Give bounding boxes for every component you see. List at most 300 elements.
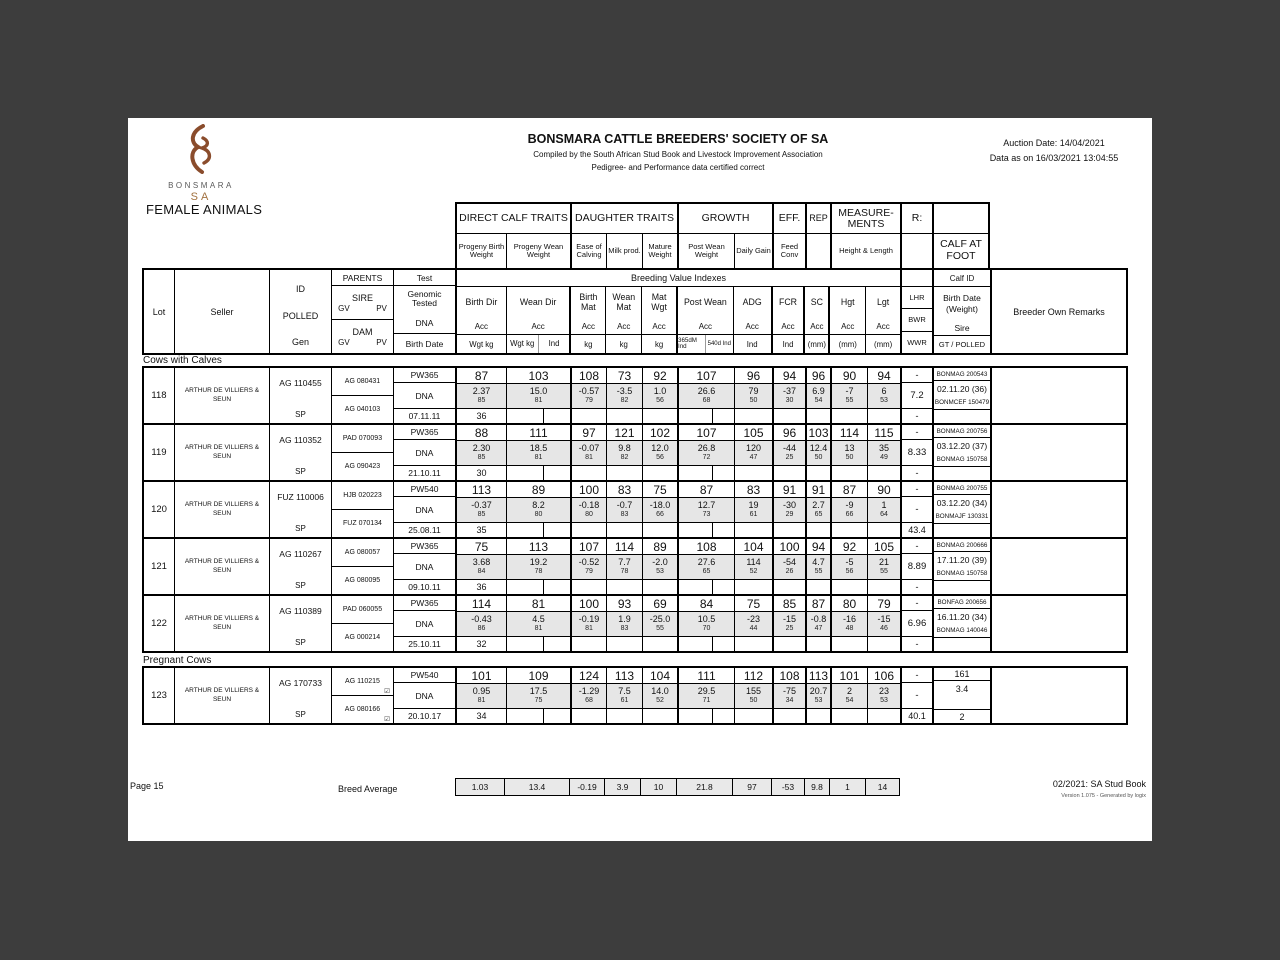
breed-average-value: -53 bbox=[772, 778, 805, 796]
bottom-cell bbox=[868, 409, 900, 423]
test-cell bbox=[394, 668, 457, 723]
page-subtitle-1: Compiled by the South African Stud Book and Livestock Improvement Association bbox=[533, 150, 823, 159]
header-acc: Acc bbox=[830, 318, 865, 335]
breeding-value: 23 bbox=[868, 684, 900, 697]
bottom-cell bbox=[507, 637, 570, 651]
index-value: 87 bbox=[457, 368, 506, 384]
bottom-cell bbox=[643, 637, 677, 651]
bottom-value: 36 bbox=[476, 411, 487, 421]
index-value: 106 bbox=[868, 668, 900, 684]
bv-col-hgt bbox=[832, 425, 868, 480]
breeding-value: 0.95 bbox=[457, 684, 506, 697]
header-lot: Lot bbox=[144, 270, 175, 353]
header-post-wean bbox=[678, 287, 734, 353]
bottom-sub-right bbox=[713, 637, 734, 651]
accuracy-value: 50 bbox=[807, 454, 830, 466]
calf-birth-date-weight: 16.11.20 (34) bbox=[937, 611, 987, 622]
index-value: 90 bbox=[868, 482, 900, 498]
accuracy-value: 71 bbox=[679, 697, 734, 709]
calf-sire: BONMAJF 130331 bbox=[935, 513, 989, 520]
index-value: 96 bbox=[807, 368, 830, 384]
accuracy-value: 53 bbox=[643, 568, 677, 580]
accuracy-value: 84 bbox=[457, 568, 506, 580]
bottom-value bbox=[643, 409, 677, 423]
calf-id: BONFAG 200656 bbox=[934, 596, 990, 609]
header-bvi-label: Breeding Value Indexes bbox=[457, 270, 900, 287]
animal-id: AG 110455 bbox=[279, 378, 322, 388]
bottom-cell bbox=[607, 523, 642, 537]
accuracy-value: 80 bbox=[507, 511, 570, 523]
breeding-value: 1 bbox=[868, 498, 900, 511]
bottom-value bbox=[774, 709, 805, 723]
parents-cell bbox=[332, 596, 394, 651]
animal-row-lot-123 bbox=[144, 668, 1126, 723]
bottom-value: 30 bbox=[476, 468, 487, 478]
accuracy-value: 49 bbox=[868, 454, 900, 466]
breeding-value: 26.8 bbox=[679, 441, 734, 454]
index-value: 85 bbox=[774, 596, 805, 612]
wwr-value: 40.1 bbox=[902, 708, 932, 723]
seller-name: ARTHUR DE VILLIERS & SEUN bbox=[175, 368, 270, 423]
header-polled-label: POLLED bbox=[282, 310, 319, 321]
calf-id: 161 bbox=[934, 668, 990, 681]
breeding-value: -3.5 bbox=[607, 384, 642, 397]
accuracy-value: 85 bbox=[457, 511, 506, 523]
bv-col-wean-mat bbox=[607, 368, 643, 423]
calf-bottom-value bbox=[934, 466, 990, 480]
accuracy-value: 55 bbox=[832, 397, 867, 409]
bottom-cell bbox=[735, 637, 772, 651]
test-type: PW540 bbox=[394, 482, 455, 497]
breeder-remarks bbox=[992, 539, 1126, 594]
bv-col-wean-dir bbox=[507, 482, 572, 537]
lhr-value: - bbox=[902, 482, 932, 497]
bv-col-fcr bbox=[774, 425, 807, 480]
breeding-value: 4.5 bbox=[507, 612, 570, 625]
index-value: 90 bbox=[832, 368, 867, 384]
header-calf-at-foot bbox=[934, 270, 992, 353]
index-value: 92 bbox=[832, 539, 867, 555]
header-hgt-label: Hgt bbox=[840, 296, 855, 307]
header-sire-gv: GV bbox=[338, 303, 350, 313]
bottom-cell bbox=[774, 637, 805, 651]
index-value: 124 bbox=[572, 668, 606, 684]
accuracy-value: 53 bbox=[868, 697, 900, 709]
header-unit-mm: (mm) bbox=[838, 339, 857, 349]
bv-col-fcr bbox=[774, 482, 807, 537]
sire-id: PAD 070093 bbox=[332, 425, 393, 453]
header-test-label: Test bbox=[394, 270, 455, 286]
bv-col-sc bbox=[807, 596, 832, 651]
accuracy-value: 30 bbox=[774, 397, 805, 409]
bottom-value bbox=[572, 580, 606, 594]
wwr-value: - bbox=[902, 579, 932, 594]
header-r-column bbox=[902, 270, 934, 353]
header-dam bbox=[332, 320, 393, 353]
breeding-value: -37 bbox=[774, 384, 805, 397]
bottom-value bbox=[832, 637, 867, 651]
bottom-cell bbox=[832, 409, 867, 423]
calf-bottom-value bbox=[934, 637, 990, 651]
header-r-blank bbox=[902, 270, 932, 287]
lot-number: 120 bbox=[144, 482, 175, 537]
dna-label: DNA bbox=[415, 618, 434, 629]
bottom-cell bbox=[679, 409, 734, 423]
header-sire-label: SIRE bbox=[351, 292, 373, 303]
bottom-sub-right bbox=[713, 580, 734, 594]
bwr-value: 8.89 bbox=[907, 561, 927, 572]
breed-average-value: 14 bbox=[866, 778, 900, 796]
bv-col-wean-mat bbox=[607, 668, 643, 723]
group-blank bbox=[934, 204, 988, 234]
accuracy-value: 81 bbox=[572, 625, 606, 637]
breeding-value: 15.0 bbox=[507, 384, 570, 397]
header-parents-label: PARENTS bbox=[332, 270, 393, 286]
test-cell bbox=[394, 482, 457, 537]
bottom-value bbox=[774, 466, 805, 480]
breeding-value: -0.7 bbox=[607, 498, 642, 511]
bv-col-birth-mat bbox=[572, 368, 607, 423]
accuracy-value: 56 bbox=[643, 454, 677, 466]
accuracy-value: 55 bbox=[807, 568, 830, 580]
header-acc: Acc bbox=[606, 318, 641, 335]
breeding-value: 27.6 bbox=[679, 555, 734, 568]
lhr-value: - bbox=[902, 668, 932, 683]
breeding-value: -16 bbox=[832, 612, 867, 625]
bv-col-adg bbox=[735, 539, 774, 594]
calf-bottom-value bbox=[934, 523, 990, 537]
index-value: 87 bbox=[679, 482, 734, 498]
bwr-value: 8.33 bbox=[907, 447, 927, 458]
header-unit-365: 365dM Ind bbox=[678, 335, 706, 353]
animal-birth-date: 25.10.11 bbox=[394, 636, 455, 651]
bottom-value bbox=[643, 466, 677, 480]
breeding-value: 2.7 bbox=[807, 498, 830, 511]
calf-sire: BONMAG 140046 bbox=[936, 627, 988, 634]
accuracy-value: 52 bbox=[643, 697, 677, 709]
breed-average-value: 10 bbox=[641, 778, 677, 796]
breed-average-value: 21.8 bbox=[677, 778, 733, 796]
bv-col-mat-wgt bbox=[643, 539, 679, 594]
index-value: 103 bbox=[808, 425, 829, 440]
lhr-value: - bbox=[902, 368, 932, 383]
index-value: 101 bbox=[832, 668, 867, 684]
header-birth-mat-label: Birth Mat bbox=[579, 291, 598, 312]
bottom-cell bbox=[807, 709, 830, 723]
accuracy-value: 65 bbox=[679, 568, 734, 580]
bv-col-birth-dir bbox=[457, 596, 507, 651]
auction-info bbox=[956, 138, 1152, 168]
animal-row-lot-119 bbox=[144, 425, 1126, 482]
bottom-sub-left bbox=[679, 466, 713, 480]
header-calf-id: Calf ID bbox=[934, 270, 990, 287]
r-cell bbox=[902, 539, 934, 594]
bottom-value bbox=[607, 580, 642, 594]
index-value: 96 bbox=[735, 368, 772, 384]
index-value: 107 bbox=[679, 368, 734, 384]
bottom-value: 34 bbox=[476, 711, 487, 721]
breeding-value: 8.2 bbox=[507, 498, 570, 511]
breeder-remarks bbox=[992, 596, 1126, 651]
accuracy-value: 75 bbox=[507, 697, 570, 709]
bottom-sub-left bbox=[507, 580, 544, 594]
footer-right bbox=[946, 779, 1146, 799]
r-cell bbox=[902, 368, 934, 423]
breeding-value: 6 bbox=[868, 384, 900, 397]
group-measurements: MEASURE-MENTS bbox=[832, 204, 902, 234]
bottom-cell bbox=[572, 409, 606, 423]
header-mat-wgt-label: Mat Wgt bbox=[651, 291, 667, 312]
section-rows bbox=[142, 666, 1128, 725]
bwr-value: 6.96 bbox=[907, 618, 927, 629]
group-title-row bbox=[457, 204, 988, 234]
animal-birth-date: 21.10.11 bbox=[394, 465, 455, 480]
header-wwr: WWR bbox=[907, 337, 927, 347]
bottom-cell bbox=[607, 709, 642, 723]
accuracy-value: 80 bbox=[572, 511, 606, 523]
bottom-cell bbox=[607, 637, 642, 651]
breeding-value: -9 bbox=[832, 498, 867, 511]
breeding-value: 2.37 bbox=[457, 384, 506, 397]
breeding-value: 29.5 bbox=[679, 684, 734, 697]
bottom-value bbox=[735, 523, 772, 537]
calf-bottom-value bbox=[934, 409, 990, 423]
bv-col-adg bbox=[735, 668, 774, 723]
sire-genomic-check-icon: ☑ bbox=[384, 688, 390, 695]
bottom-value bbox=[807, 466, 830, 480]
section-label: Cows with Calves bbox=[143, 355, 222, 366]
index-value: 89 bbox=[507, 482, 570, 498]
r-cell bbox=[902, 482, 934, 537]
calf-id: BONMAG 200756 bbox=[934, 425, 990, 438]
breed-average-value: 1 bbox=[830, 778, 866, 796]
header-unit-kg: kg bbox=[584, 339, 593, 349]
index-value: 113 bbox=[507, 539, 570, 555]
bv-col-wean-mat bbox=[607, 539, 643, 594]
bv-col-mat-wgt bbox=[643, 668, 679, 723]
header-bv-columns bbox=[457, 287, 900, 353]
bottom-sub-right bbox=[713, 523, 734, 537]
index-value: 79 bbox=[868, 596, 900, 612]
breed-average-label: Breed Average bbox=[338, 784, 398, 794]
animal-id: AG 170733 bbox=[278, 678, 322, 688]
accuracy-value: 73 bbox=[679, 511, 734, 523]
brand-name: BONSMARA bbox=[168, 181, 234, 190]
sire-id: PAD 060055 bbox=[332, 596, 393, 624]
header-sc bbox=[805, 287, 830, 353]
breeding-value: -30 bbox=[774, 498, 805, 511]
bottom-cell bbox=[607, 466, 642, 480]
parents-cell bbox=[332, 425, 394, 480]
bottom-cell bbox=[572, 709, 606, 723]
bottom-value bbox=[807, 709, 830, 723]
accuracy-value: 70 bbox=[679, 625, 734, 637]
dam-id: AG 080166 ☑ bbox=[344, 706, 390, 723]
bottom-cell bbox=[868, 637, 900, 651]
wwr-value: - bbox=[902, 636, 932, 651]
calf-bottom-value: 2 bbox=[934, 709, 990, 723]
header-calf-sire: Sire bbox=[954, 322, 970, 333]
index-value: 115 bbox=[868, 425, 900, 441]
breeding-value: -0.37 bbox=[457, 498, 506, 511]
bv-col-wean-dir bbox=[507, 596, 572, 651]
calf-bottom-value bbox=[934, 580, 990, 594]
bottom-value bbox=[774, 409, 805, 423]
index-value: 69 bbox=[643, 596, 677, 612]
col-progeny-birth-weight: Progeny Birth Weight bbox=[457, 234, 507, 268]
bv-col-post-wean bbox=[679, 425, 735, 480]
breeding-value: -2.0 bbox=[643, 555, 677, 568]
accuracy-value: 64 bbox=[868, 511, 900, 523]
animal-gen: SP bbox=[295, 581, 306, 590]
sire-id: AG 110215 ☑ bbox=[332, 668, 393, 696]
bottom-cell bbox=[457, 466, 506, 480]
index-value: 107 bbox=[679, 425, 734, 441]
r-cell bbox=[902, 668, 934, 723]
bottom-value bbox=[868, 523, 900, 537]
accuracy-value: 83 bbox=[607, 511, 642, 523]
index-value: 87 bbox=[832, 482, 867, 498]
header-seller: Seller bbox=[175, 270, 270, 353]
bottom-value bbox=[607, 409, 642, 423]
breeding-value: 26.6 bbox=[679, 384, 734, 397]
accuracy-value: 79 bbox=[572, 568, 606, 580]
wwr-value: - bbox=[902, 408, 932, 423]
bottom-cell bbox=[507, 409, 570, 423]
index-value: 94 bbox=[774, 368, 805, 384]
index-value: 102 bbox=[643, 425, 677, 441]
breeding-value: 17.5 bbox=[507, 684, 570, 697]
bv-col-birth-mat bbox=[572, 425, 607, 480]
accuracy-value: 44 bbox=[735, 625, 772, 637]
wwr-value: - bbox=[902, 465, 932, 480]
index-value: 87 bbox=[807, 596, 830, 612]
calf-birth-date-weight: 02.11.20 (36) bbox=[937, 383, 987, 394]
calf-sire: BONMAG 150758 bbox=[936, 570, 988, 577]
index-value: 104 bbox=[643, 668, 677, 684]
header-sc-label: SC bbox=[810, 296, 823, 307]
bv-col-post-wean bbox=[679, 596, 735, 651]
index-value: 88 bbox=[457, 425, 506, 441]
breeding-value: 2 bbox=[832, 684, 867, 697]
bottom-cell bbox=[457, 709, 506, 723]
table-header bbox=[142, 268, 1128, 355]
dna-label: DNA bbox=[415, 690, 434, 701]
breeding-value: -75 bbox=[774, 684, 805, 697]
dam-id: FUZ 070134 bbox=[343, 520, 382, 527]
bv-col-fcr bbox=[774, 539, 807, 594]
header-unit-wgtkg: Wgt kg bbox=[507, 335, 539, 353]
dam-id: AG 040103 bbox=[344, 406, 381, 413]
animal-id: FUZ 110006 bbox=[277, 492, 324, 502]
bottom-cell bbox=[735, 580, 772, 594]
col-post-wean-weight: Post Wean Weight bbox=[679, 234, 735, 268]
group-r: R: bbox=[902, 204, 934, 234]
breeding-value: 7.7 bbox=[607, 555, 642, 568]
header-acc: Acc bbox=[571, 318, 605, 335]
bv-col-birth-mat bbox=[572, 596, 607, 651]
bottom-sub-right bbox=[544, 709, 570, 723]
animal-row-lot-122 bbox=[144, 596, 1126, 651]
index-value: 112 bbox=[735, 668, 772, 684]
group-rep: REP bbox=[807, 204, 832, 234]
bottom-cell bbox=[679, 466, 734, 480]
breeding-value: 1.0 bbox=[643, 384, 677, 397]
bottom-cell bbox=[774, 580, 805, 594]
bottom-value bbox=[832, 709, 867, 723]
header-unit-ind: Ind bbox=[782, 339, 794, 349]
bv-col-lgt bbox=[868, 368, 902, 423]
bottom-value bbox=[868, 709, 900, 723]
accuracy-value: 68 bbox=[679, 397, 734, 409]
bv-col-sc bbox=[807, 425, 832, 480]
header-hgt bbox=[830, 287, 866, 353]
bottom-value bbox=[572, 637, 606, 651]
animal-birth-date: 25.08.11 bbox=[394, 522, 455, 537]
lot-number: 122 bbox=[144, 596, 175, 651]
dam-id: AG 090423 bbox=[344, 463, 381, 470]
bottom-value bbox=[735, 580, 772, 594]
col-calf-at-foot: CALF AT FOOT bbox=[940, 238, 982, 262]
parents-cell bbox=[332, 368, 394, 423]
bottom-cell bbox=[807, 466, 830, 480]
bv-col-mat-wgt bbox=[643, 596, 679, 651]
header-acc: Acc bbox=[866, 318, 900, 335]
index-value: 108 bbox=[774, 668, 805, 684]
index-value: 114 bbox=[457, 596, 506, 612]
breed-average-value: 13.4 bbox=[505, 778, 570, 796]
lot-number: 121 bbox=[144, 539, 175, 594]
index-value: 100 bbox=[774, 539, 805, 555]
breeding-value: 9.8 bbox=[607, 441, 642, 454]
accuracy-value: 66 bbox=[832, 511, 867, 523]
header-post-wean-label: Post Wean bbox=[683, 296, 727, 307]
header-acc: Acc bbox=[507, 318, 570, 335]
bv-col-fcr bbox=[774, 368, 807, 423]
accuracy-value: 81 bbox=[572, 454, 606, 466]
accuracy-value: 82 bbox=[607, 454, 642, 466]
calf-cell bbox=[934, 368, 992, 423]
index-value: 108 bbox=[679, 539, 734, 555]
bottom-cell bbox=[807, 523, 830, 537]
header-id-label: ID bbox=[296, 284, 305, 294]
breeding-value: 155 bbox=[735, 684, 772, 697]
bottom-value bbox=[735, 637, 772, 651]
index-value: 104 bbox=[735, 539, 772, 555]
accuracy-value: 25 bbox=[774, 454, 805, 466]
page-title: BONSMARA CATTLE BREEDERS' SOCIETY OF SA bbox=[527, 132, 829, 146]
bottom-cell bbox=[643, 466, 677, 480]
bv-col-mat-wgt bbox=[643, 482, 679, 537]
header-unit-mm: (mm) bbox=[807, 339, 826, 349]
accuracy-value: 53 bbox=[807, 697, 830, 709]
brand-logo bbox=[158, 124, 244, 203]
bv-col-lgt bbox=[868, 668, 902, 723]
index-value: 121 bbox=[607, 425, 642, 441]
accuracy-value: 56 bbox=[832, 568, 867, 580]
bottom-cell bbox=[607, 580, 642, 594]
calf-sire: BONMAG 150758 bbox=[936, 456, 988, 463]
index-value: 94 bbox=[807, 539, 830, 555]
header-breeder-remarks: Breeder Own Remarks bbox=[1013, 306, 1105, 317]
index-value: 108 bbox=[572, 368, 606, 384]
index-value: 84 bbox=[679, 596, 734, 612]
calf-birth-date-weight: 03.12.20 (37) bbox=[936, 440, 988, 451]
header-wean-mat bbox=[606, 287, 642, 353]
breed-average-value: 9.8 bbox=[805, 778, 830, 796]
breed-average-value: -0.19 bbox=[570, 778, 605, 796]
breeding-value: 79 bbox=[735, 384, 772, 397]
